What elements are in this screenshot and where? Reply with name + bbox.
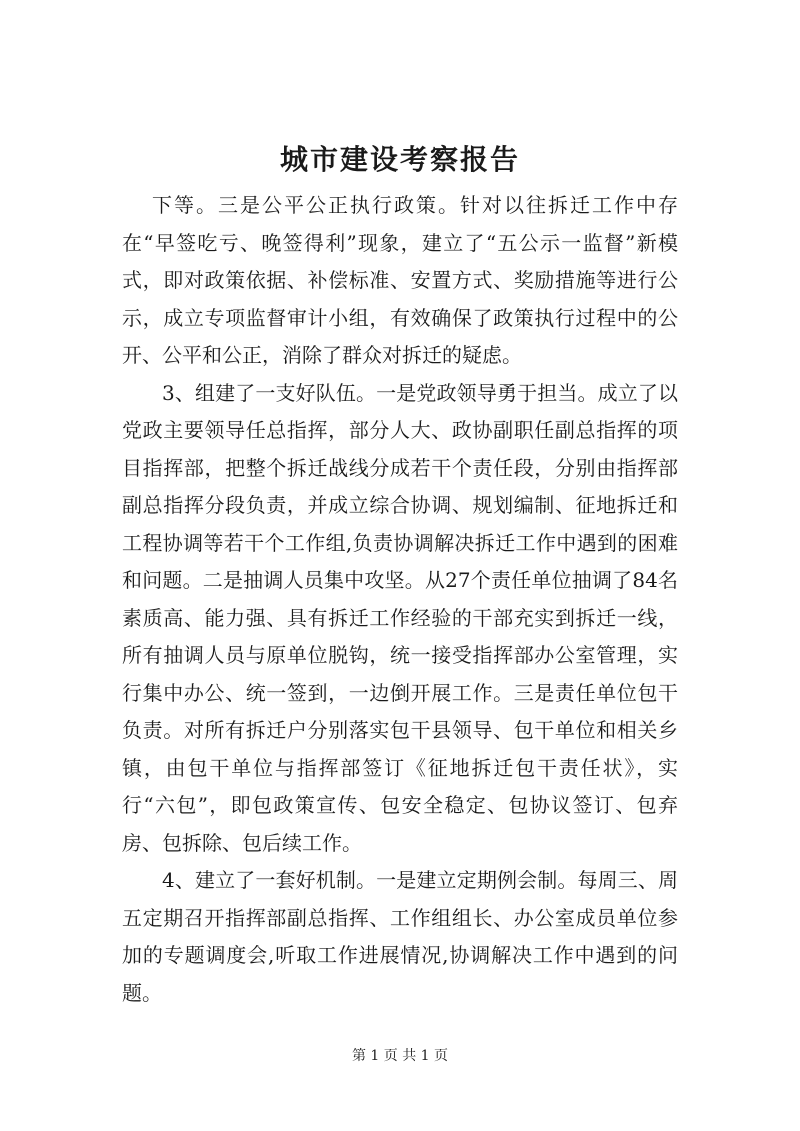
- page-footer: 第 1 页 共 1 页: [351, 1048, 449, 1064]
- paragraph-mechanism: 4、建立了一套好机制。一是建立定期例会制。每周三、周五定期召开指挥部副总指挥、工作组组长、办公室成员单位参加的专题调度会,听取工作进展情况,协调解决工作中遇到的问题。: [122, 868, 678, 1005]
- document-body: [122, 187, 678, 1012]
- document-title: 城市建设考察报告: [279, 143, 520, 176]
- paragraph-team: 3、组建了一支好队伍。一是党政领导勇于担当。成立了以党政主要领导任总指挥，部分人大、政协副职任副总指挥的项目指挥部，把整个拆迁战线分成若干个责任段，分别由指挥部副总指挥分段负责，并成立综合协调、规划编制、征地拆迁和工程协调等若干个工作组,负责协调解决拆迁工作中遇到的困难和问题。二是抽调人员集中攻坚。从27个责任单位抽调了84名素质高、能力强、具有拆迁工作经验的干部充实到拆迁一线，所有抽调人员与原单位脱钩，统一接受指挥部办公室管理，实行集中办公、统一签到，一边倒开展工作。三是责任单位包干负责。对所有拆迁户分别落实包干县领导、包干单位和相关乡镇，由包干单位与指挥部签订《征地拆迁包干责任状》，实行“六包”，即包政策宣传、包安全稳定、包协议签订、包弃房、包拆除、包后续工作。: [122, 380, 678, 855]
- paragraph-policy: 下等。三是公平公正执行政策。针对以往拆迁工作中存在“早签吃亏、晚签得利”现象，建立了“五公示一监督”新模式，即对政策依据、补偿标准、安置方式、奖励措施等进行公示，成立专项监督审计小组，有效确保了政策执行过程中的公开、公平和公正，消除了群众对拆迁的疑虑。: [122, 193, 678, 367]
